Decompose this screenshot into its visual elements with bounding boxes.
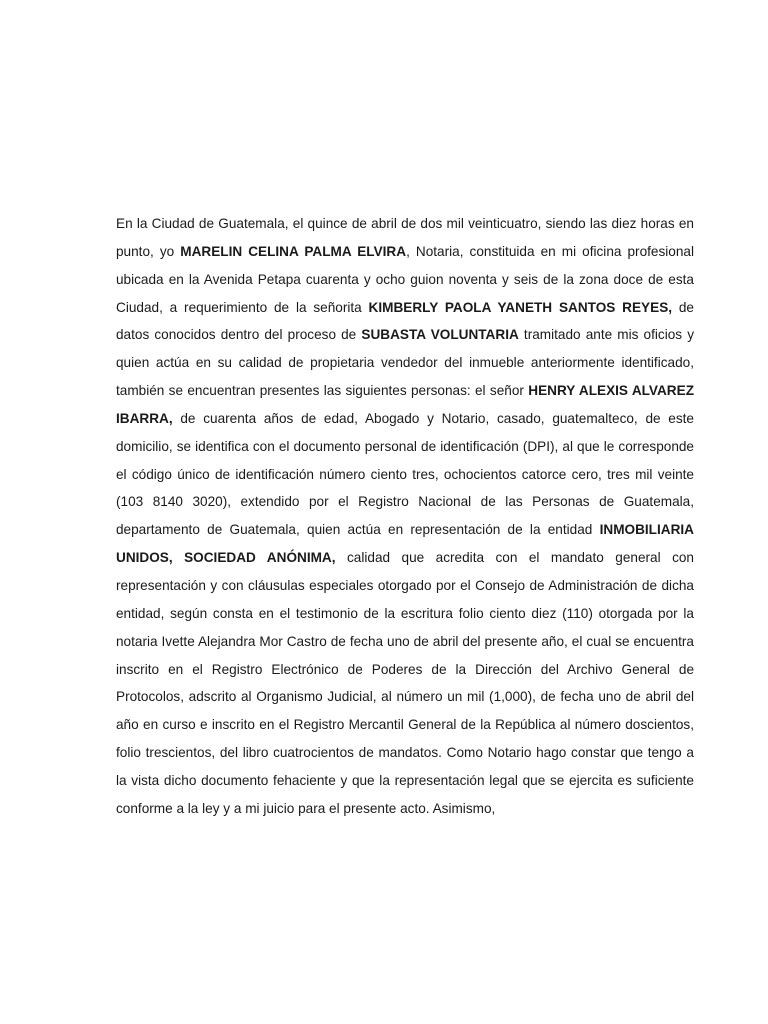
- requester-name: KIMBERLY PAOLA YANETH SANTOS REYES,: [368, 299, 673, 315]
- body-paragraph: [116, 210, 694, 823]
- paragraph-text: , Notaria, constituida en mi oficina profesional ubicada en la Avenida Petapa cuarenta y ocho guion noventa y seis de la zona doce de esta Ciudad, a requerimiento de la señorita: [116, 243, 694, 315]
- attendee-name: HENRY ALEXIS ALVAREZ IBARRA,: [116, 383, 694, 426]
- paragraph-text: calidad que acredita con el mandato general con representación y con cláusulas especiales otorgado por el Consejo de Administración de dicha entidad, según consta en el testimonio de la escritura folio ciento diez (110) otorgada por la notaria Ivette Alejandra Mor Castro de fecha uno de abril del presente año, el cual se encuentra inscrito en el Registro Electrónico de Poderes de la Dirección del Archivo General de Protocolos, adscrito al Organismo Judicial, al número un mil (1,000), de fecha uno de abril del año en curso e inscrito en el Registro Mercantil General de la República al número doscientos, folio trescientos, del libro cuatrocientos de mandatos. Como Notario hago constar que tengo a la vista dicho documento fehaciente y que la representación legal que se ejercita es suficiente conforme a la ley y a mi juicio para el presente acto. Asimismo,: [116, 550, 694, 816]
- paragraph-text: En la Ciudad de Guatemala, el quince de abril de dos mil veinticuatro, siendo las diez horas en punto, yo: [116, 216, 694, 259]
- process-name: SUBASTA VOLUNTARIA: [361, 327, 519, 343]
- paragraph-text: de cuarenta años de edad, Abogado y Notario, casado, guatemalteco, de este domicilio, se identifica con el documento personal de identificación (DPI), al que le corresponde el código único de identificación número ciento tres, ochocientos catorce cero, tres mil veinte (103 8140 3020), extendido por el Registro Nacional de las Personas de Guatemala, departamento de Guatemala, quien actúa en representación de la entidad: [116, 410, 694, 538]
- paragraph-text: tramitado ante mis oficios y quien actúa en su calidad de propietaria vendedor del inmueble anteriormente identificado, también se encuentran presentes las siguientes personas: el señor: [116, 327, 694, 399]
- paragraph-text: de datos conocidos dentro del proceso de: [116, 299, 694, 343]
- entity-name: INMOBILIARIA UNIDOS, SOCIEDAD ANÓNIMA,: [116, 522, 694, 566]
- notary-name: MARELIN CELINA PALMA ELVIRA: [180, 243, 407, 259]
